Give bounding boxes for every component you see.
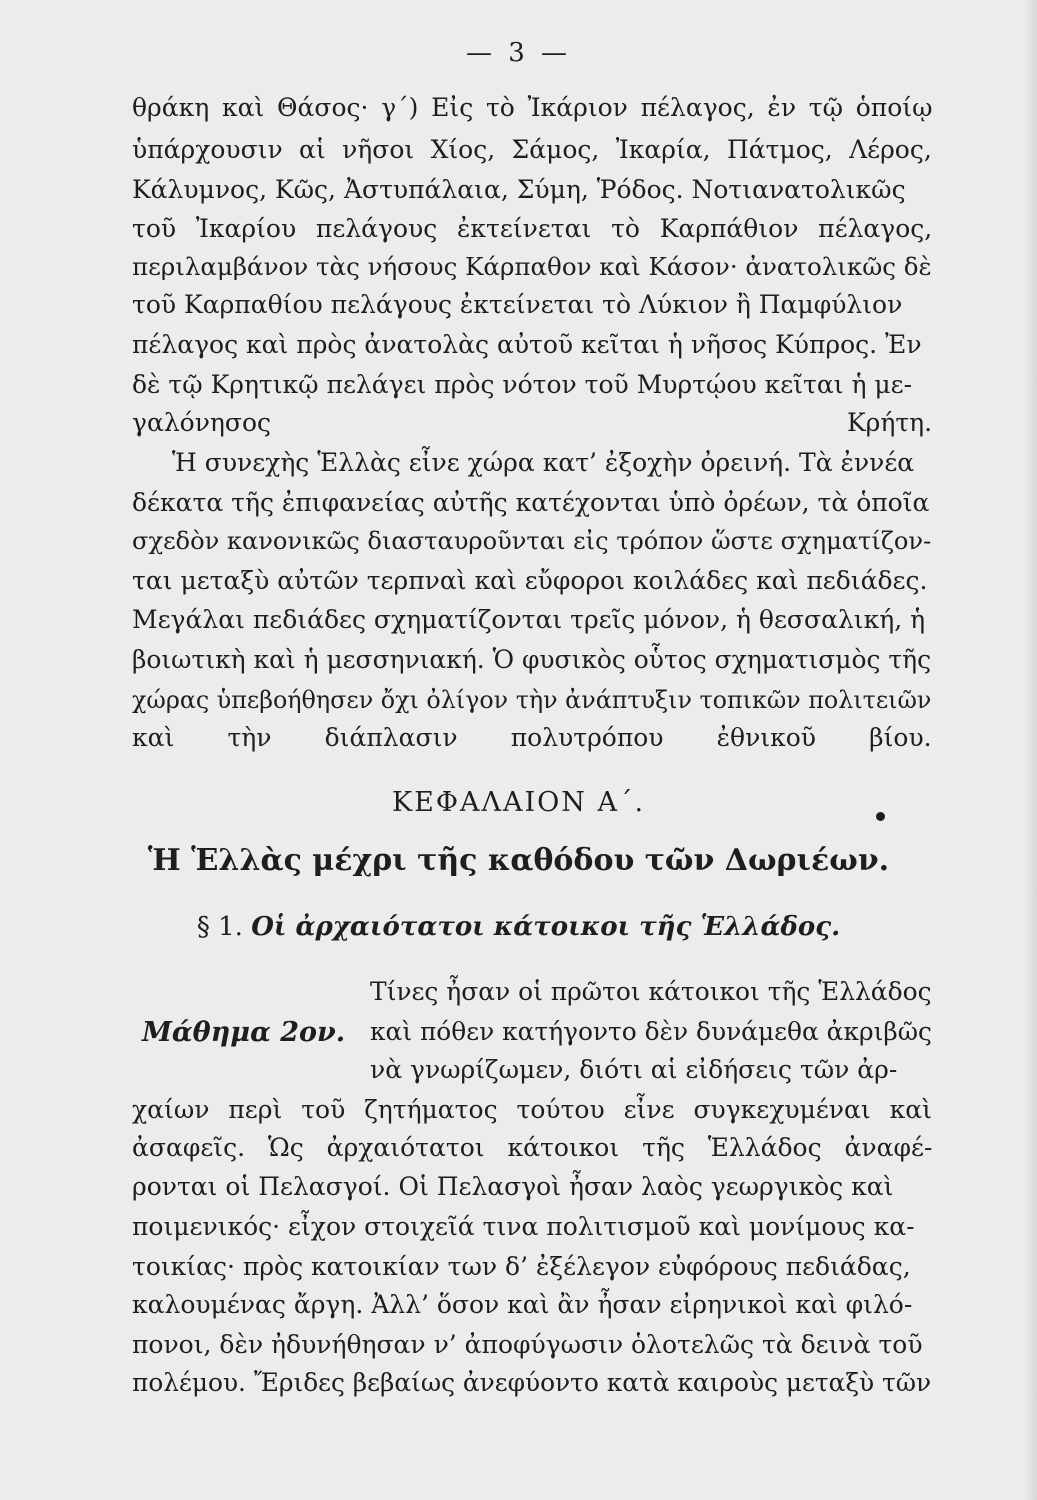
text-line: ἀσαφεῖς. Ὡς ἀρχαιότατοι κάτοικοι τῆς Ἑλλάδος ἀναφέ-: [132, 1133, 933, 1162]
text-line: βοιωτικὴ καὶ ἡ μεσσηνιακή. Ὁ φυσικὸς οὗτος σχηματισμὸς τῆς: [132, 645, 932, 674]
text-line: περιλαμβάνον τὰς νήσους Κάρπαθον καὶ Κάσον· ἀνατολικῶς δὲ: [132, 252, 932, 281]
text-line: πολέμου. Ἔριδες βεβαίως ἀνεφύοντο κατὰ καιροὺς μεταξὺ τῶν: [132, 1368, 932, 1397]
section-heading: [0, 912, 1037, 942]
text-line: Ἡ συνεχὴς Ἑλλὰς εἶνε χώρα κατ’ ἐξοχὴν ὀρεινή. Τὰ ἐννέα: [172, 448, 915, 477]
chapter-subtitle: Ἡ Ἑλλὰς μέχρι τῆς καθόδου τῶν Δωριέων.: [147, 843, 890, 878]
text-line: χαίων περὶ τοῦ ζητήματος τούτου εἶνε συγκεχυμέναι καὶ: [132, 1095, 932, 1124]
text-line: καλουμένας ἄργη. Ἀλλ’ ὅσον καὶ ἂν ἦσαν εἰρηνικοὶ καὶ φιλό-: [132, 1290, 913, 1319]
text-line: Τίνες ἦσαν οἱ πρῶτοι κάτοικοι τῆς Ἑλλάδος: [370, 977, 932, 1006]
section-number: § 1.: [196, 912, 243, 942]
page-number: — 3 —: [465, 38, 572, 68]
chapter-heading: ΚΕΦΑΛΑΙΟΝ Α΄.: [391, 787, 646, 818]
text-line: δέκατα τῆς ἐπιφανείας αὐτῆς κατέχονται ὑπὸ ὀρέων, τὰ ὁποῖα: [132, 488, 930, 517]
margin-note: Μάθημα 2ον.: [142, 1017, 346, 1048]
text-line: καὶ πόθεν κατήγοντο δὲν δυνάμεθα ἀκριβῶς: [370, 1017, 932, 1046]
text-line: χώρας ὑπεβοήθησεν ὄχι ὀλίγον τὴν ἀνάπτυξιν τοπικῶν πολιτειῶν: [132, 686, 932, 714]
text-line: τοῦ Ἰκαρίου πελάγους ἐκτείνεται τὸ Καρπάθιον πέλαγος,: [132, 214, 933, 243]
text-line: τοῦ Καρπαθίου πελάγους ἐκτείνεται τὸ Λύκιον ἢ Παμφύλιον: [132, 290, 903, 319]
text-line: καὶ τὴν διάπλασιν πολυτρόπου ἐθνικοῦ βίου.: [132, 723, 932, 752]
text-line: πέλαγος καὶ πρὸς ἀνατολὰς αὐτοῦ κεῖται ἡ νῆσος Κύπρος. Ἐν: [132, 330, 922, 359]
text-line: τοικίας· πρὸς κατοικίαν των δ’ ἐξέλεγον εὐφόρους πεδιάδας,: [132, 1252, 911, 1281]
text-line: Μεγάλαι πεδιάδες σχηματίζονται τρεῖς μόνον, ἡ θεσσαλική, ἡ: [132, 605, 926, 634]
section-title: Οἱ ἀρχαιότατοι κάτοικοι τῆς Ἑλλάδος.: [251, 912, 841, 942]
text-line: ποιμενικός· εἶχον στοιχεῖά τινα πολιτισμοῦ καὶ μονίμους κα-: [132, 1212, 915, 1241]
text-line: Κάλυμνος, Κῶς, Ἀστυπάλαια, Σύμη, Ῥόδος. Νοτιανατολικῶς: [132, 175, 906, 204]
page-edge-shadow: [1023, 0, 1037, 1500]
text-line: πονοι, δὲν ἠδυνήθησαν ν’ ἀποφύγωσιν ὁλοτελῶς τὰ δεινὰ τοῦ: [132, 1330, 923, 1359]
text-line: νὰ γνωρίζωμεν, διότι αἱ εἰδήσεις τῶν ἀρ-: [370, 1055, 898, 1084]
text-line: γαλόνησος Κρήτη.: [132, 408, 933, 437]
text-line: δὲ τῷ Κρητικῷ πελάγει πρὸς νότον τοῦ Μυρτῴου κεῖται ἡ με-: [132, 370, 913, 399]
ink-dot: [876, 812, 885, 821]
text-line: ὑπάρχουσιν αἱ νῆσοι Χίος, Σάμος, Ἰκαρία, Πάτμος, Λέρος,: [132, 135, 932, 164]
text-line: ται μεταξὺ αὐτῶν τερπναὶ καὶ εὔφοροι κοιλάδες καὶ πεδιάδες.: [132, 566, 928, 595]
text-line: θράκη καὶ Θάσος· γ΄) Εἰς τὸ Ἰκάριον πέλαγος, ἐν τῷ ὁποίῳ: [132, 93, 933, 122]
text-line: ρονται οἱ Πελασγοί. Οἱ Πελασγοὶ ἦσαν λαὸς γεωργικὸς καὶ: [132, 1172, 894, 1201]
text-line: σχεδὸν κανονικῶς διασταυροῦνται εἰς τρόπον ὥστε σχηματίζον-: [132, 527, 932, 555]
